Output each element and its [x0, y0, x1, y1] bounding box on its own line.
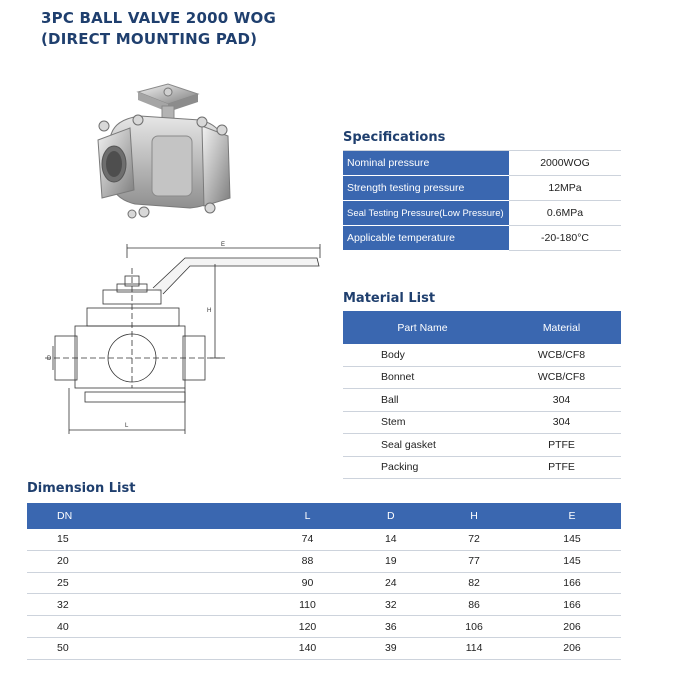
- valve-dimension-drawing: [45, 238, 335, 438]
- cell-l: 90: [259, 572, 357, 594]
- dimension-list-table: [27, 503, 621, 660]
- material-part: Ball: [343, 389, 502, 412]
- table-row: [27, 616, 621, 638]
- cell-d: 32: [356, 594, 425, 616]
- specifications-heading: Specifications: [343, 130, 446, 145]
- spec-row: [343, 226, 621, 251]
- cell-h: 86: [425, 594, 523, 616]
- spec-name: Strength testing pressure: [343, 176, 509, 201]
- specifications-table: [343, 150, 621, 251]
- cell-l: 140: [259, 637, 357, 659]
- material-row: [343, 434, 621, 457]
- material-header-part: Part Name: [343, 311, 502, 344]
- material-row: [343, 344, 621, 366]
- material-list-table: [343, 311, 621, 479]
- table-row: [27, 637, 621, 659]
- dimension-header-row: [27, 503, 621, 529]
- table-row: [27, 529, 621, 550]
- cell-e: 145: [523, 529, 621, 550]
- drawing-label-e: E: [221, 242, 226, 248]
- spec-name: Nominal pressure: [343, 151, 509, 176]
- material-header-material: Material: [502, 311, 621, 344]
- material-part: Stem: [343, 411, 502, 434]
- cell-d: 24: [356, 572, 425, 594]
- cell-l: 88: [259, 550, 357, 572]
- drawing-label-l: L: [125, 423, 129, 429]
- material-value: WCB/CF8: [502, 344, 621, 366]
- cell-d: 19: [356, 550, 425, 572]
- spec-name: Seal Testing Pressure(Low Pressure): [343, 201, 509, 226]
- cell-dn: 50: [27, 637, 259, 659]
- material-row: [343, 366, 621, 389]
- cell-dn: 32: [27, 594, 259, 616]
- cell-h: 72: [425, 529, 523, 550]
- material-header-row: [343, 311, 621, 344]
- spec-row: [343, 201, 621, 226]
- cell-h: 82: [425, 572, 523, 594]
- spec-value: 0.6MPa: [509, 201, 621, 226]
- cell-dn: 15: [27, 529, 259, 550]
- material-row: [343, 411, 621, 434]
- cell-e: 145: [523, 550, 621, 572]
- cell-h: 106: [425, 616, 523, 638]
- cell-dn: 25: [27, 572, 259, 594]
- spec-value: 12MPa: [509, 176, 621, 201]
- material-list-heading: Material List: [343, 291, 436, 306]
- cell-e: 166: [523, 572, 621, 594]
- material-part: Body: [343, 344, 502, 366]
- material-part: Seal gasket: [343, 434, 502, 457]
- spec-name: Applicable temperature: [343, 226, 509, 251]
- cell-h: 77: [425, 550, 523, 572]
- cell-l: 120: [259, 616, 357, 638]
- spec-value: -20-180°C: [509, 226, 621, 251]
- material-row: [343, 389, 621, 412]
- cell-h: 114: [425, 637, 523, 659]
- cell-e: 206: [523, 637, 621, 659]
- material-row: [343, 456, 621, 479]
- material-value: WCB/CF8: [502, 366, 621, 389]
- dimension-header-dn: DN: [27, 503, 259, 529]
- table-row: [27, 594, 621, 616]
- material-part: Packing: [343, 456, 502, 479]
- table-row: [27, 550, 621, 572]
- cell-dn: 20: [27, 550, 259, 572]
- cell-e: 166: [523, 594, 621, 616]
- table-row: [27, 572, 621, 594]
- cell-l: 110: [259, 594, 357, 616]
- material-part: Bonnet: [343, 366, 502, 389]
- spec-row: [343, 151, 621, 176]
- page-title-line2: (DIRECT MOUNTING PAD): [41, 30, 258, 48]
- cell-d: 39: [356, 637, 425, 659]
- material-value: PTFE: [502, 456, 621, 479]
- cell-l: 74: [259, 529, 357, 550]
- spec-row: [343, 176, 621, 201]
- material-value: PTFE: [502, 434, 621, 457]
- dimension-header-e: E: [523, 503, 621, 529]
- dimension-list-heading: Dimension List: [27, 481, 136, 496]
- page-title-line1: 3PC BALL VALVE 2000 WOG: [41, 9, 276, 27]
- dimension-header-l: L: [259, 503, 357, 529]
- material-value: 304: [502, 389, 621, 412]
- drawing-label-d: D: [47, 356, 52, 362]
- valve-product-image: [90, 80, 240, 225]
- cell-dn: 40: [27, 616, 259, 638]
- spec-value: 2000WOG: [509, 151, 621, 176]
- cell-e: 206: [523, 616, 621, 638]
- dimension-header-d: D: [356, 503, 425, 529]
- dimension-header-h: H: [425, 503, 523, 529]
- drawing-label-h: H: [207, 308, 212, 314]
- cell-d: 36: [356, 616, 425, 638]
- cell-d: 14: [356, 529, 425, 550]
- material-value: 304: [502, 411, 621, 434]
